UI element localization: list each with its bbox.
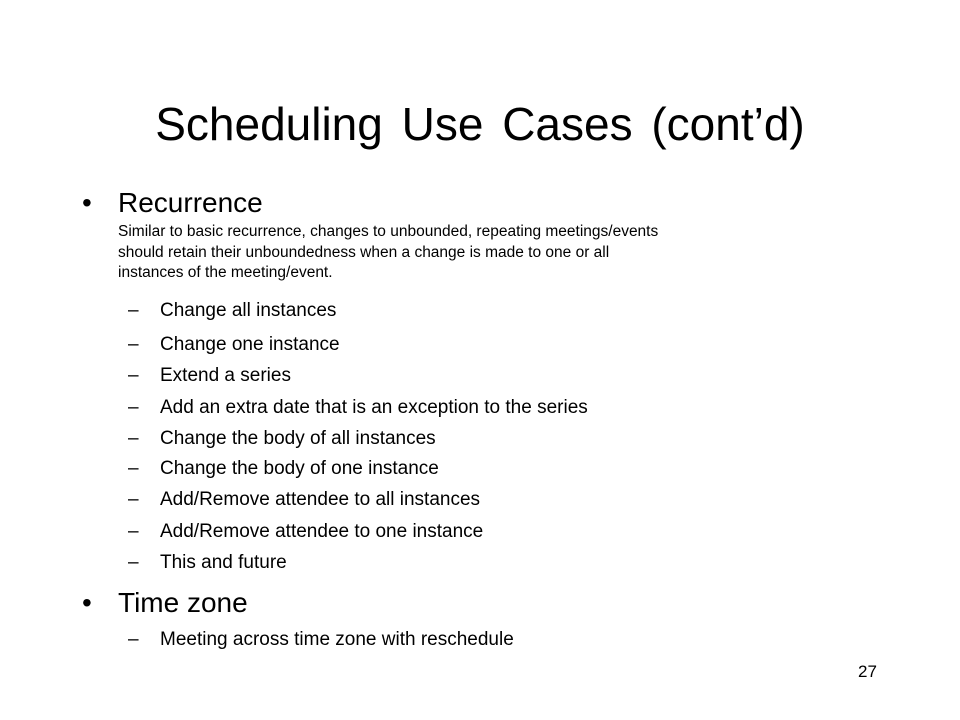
dash-icon: – <box>128 629 139 650</box>
sub-item-label: Add/Remove attendee to one instance <box>160 521 484 542</box>
page-number: 27 <box>858 662 877 681</box>
dash-icon: – <box>128 458 139 479</box>
sub-item <box>128 489 480 511</box>
sub-item <box>128 365 291 387</box>
bullet-icon: • <box>82 587 92 618</box>
sub-item <box>128 428 436 450</box>
description-line: should retain their unboundedness when a change is made to one or all <box>118 243 610 261</box>
sub-item <box>128 300 336 322</box>
sub-item-label: Change one instance <box>160 334 340 355</box>
sub-item <box>128 552 287 574</box>
dash-icon: – <box>128 428 139 449</box>
sub-item <box>128 397 588 419</box>
dash-icon: – <box>128 334 139 355</box>
dash-icon: – <box>128 521 139 542</box>
sub-item <box>128 629 514 651</box>
sub-item-label: Add/Remove attendee to all instances <box>160 489 481 510</box>
sub-item <box>128 521 483 543</box>
sub-item-label: This and future <box>160 552 287 573</box>
sub-item-label: Change the body of one instance <box>160 458 439 479</box>
sub-item-label: Add an extra date that is an exception to the series <box>160 397 588 418</box>
sub-item-label: Change the body of all instances <box>160 428 436 449</box>
sub-item-label: Meeting across time zone with reschedule <box>160 629 514 650</box>
dash-icon: – <box>128 489 139 510</box>
sub-item <box>128 334 340 356</box>
sub-item-label: Extend a series <box>160 365 291 386</box>
recurrence-description <box>118 222 878 284</box>
bullet-icon: • <box>82 187 92 218</box>
bullet-heading-recurrence: Recurrence <box>118 187 263 218</box>
description-line: instances of the meeting/event. <box>118 264 333 281</box>
dash-icon: – <box>128 552 139 573</box>
sub-item-label: Change all instances <box>160 300 337 321</box>
dash-icon: – <box>128 300 139 321</box>
sub-item <box>128 458 439 480</box>
bullet-heading-time-zone: Time zone <box>118 587 248 618</box>
dash-icon: – <box>128 397 139 418</box>
description-line: Similar to basic recurrence, changes to unbounded, repeating meetings/events <box>118 223 659 240</box>
slide-title: Scheduling Use Cases (cont’d) <box>155 98 805 150</box>
dash-icon: – <box>128 365 139 386</box>
